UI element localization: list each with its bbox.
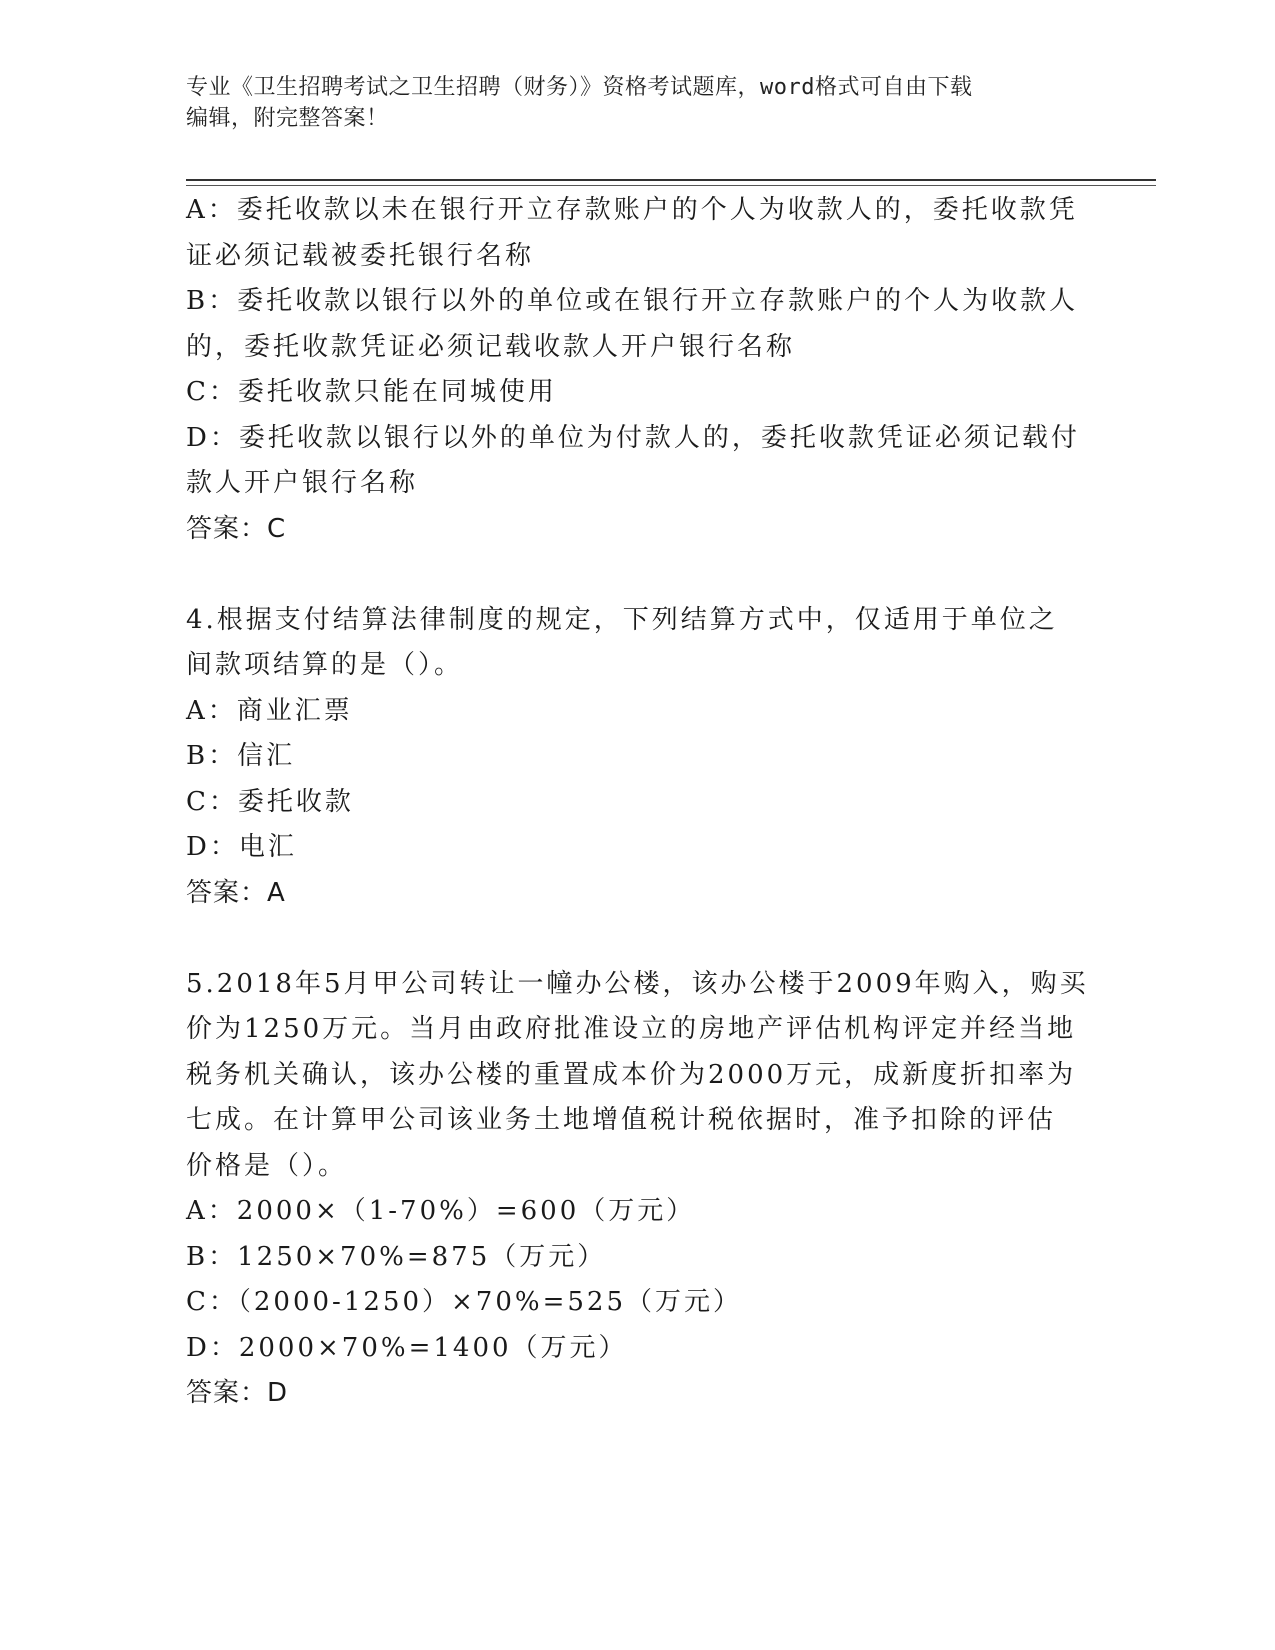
option-b: B：1250×70%=875（万元） — [186, 1241, 607, 1272]
option-c: C：委托收款只能在同城使用 — [186, 377, 557, 407]
question-stem-line-2: 价为1250万元。当月由政府批准设立的房地产评估机构评定并经当地 — [186, 1014, 1077, 1044]
option-c: C：（2000-1250）×70%=525（万元） — [186, 1287, 743, 1317]
question-stem-line-5: 价格是（）。 — [186, 1150, 348, 1181]
option-d-line-2: 款人开户银行名称 — [186, 468, 419, 498]
question-4 — [186, 598, 1086, 917]
document-header — [186, 72, 1066, 134]
spacer — [186, 552, 1086, 598]
option-b-line-1: B：委托收款以银行以外的单位或在银行开立存款账户的个人为收款人 — [186, 286, 1079, 316]
spacer — [186, 916, 1086, 962]
option-b: B：信汇 — [186, 741, 296, 771]
option-a: A：商业汇票 — [186, 695, 353, 726]
option-b-line-2: 的，委托收款凭证必须记载收款人开户银行名称 — [186, 331, 796, 362]
question-stem-line-4: 七成。在计算甲公司该业务土地增值税计税依据时，准予扣除的评估 — [186, 1105, 1057, 1135]
answer: 答案：D — [186, 1378, 289, 1408]
option-d-line-1: D：委托收款以银行以外的单位为付款人的，委托收款凭证必须记载付 — [186, 422, 1080, 453]
answer: 答案：C — [186, 513, 287, 544]
question-stem-line-1: 5.2018年5月甲公司转让一幢办公楼，该办公楼于2009年购入，购买 — [186, 968, 1089, 999]
option-c: C：委托收款 — [186, 786, 354, 817]
question-5 — [186, 962, 1089, 1417]
question-3 — [186, 188, 1086, 552]
header-divider-thin — [186, 185, 1156, 186]
option-a: A：2000×（1-70%）=600（万元） — [186, 1196, 696, 1226]
header-divider-thick — [186, 179, 1156, 181]
option-a-line-2: 证必须记载被委托银行名称 — [186, 240, 535, 271]
question-stem-line-2: 间款项结算的是（）。 — [186, 650, 464, 680]
header-line-2: 编辑，附完整答案！ — [186, 106, 389, 131]
question-stem-line-1: 4.根据支付结算法律制度的规定，下列结算方式中，仅适用于单位之 — [186, 604, 1058, 635]
option-a-line-1: A：委托收款以未在银行开立存款账户的个人为收款人的，委托收款凭 — [186, 195, 1078, 225]
question-list — [186, 188, 1089, 1417]
option-d: D：2000×70%=1400（万元） — [186, 1332, 628, 1363]
answer: 答案：A — [186, 877, 286, 908]
option-d: D：电汇 — [186, 832, 297, 862]
question-stem-line-3: 税务机关确认，该办公楼的重置成本价为2000万元，成新度折扣率为 — [186, 1059, 1077, 1090]
header-line-1: 专业《卫生招聘考试之卫生招聘（财务）》资格考试题库，word格式可自由下载 — [186, 75, 973, 100]
